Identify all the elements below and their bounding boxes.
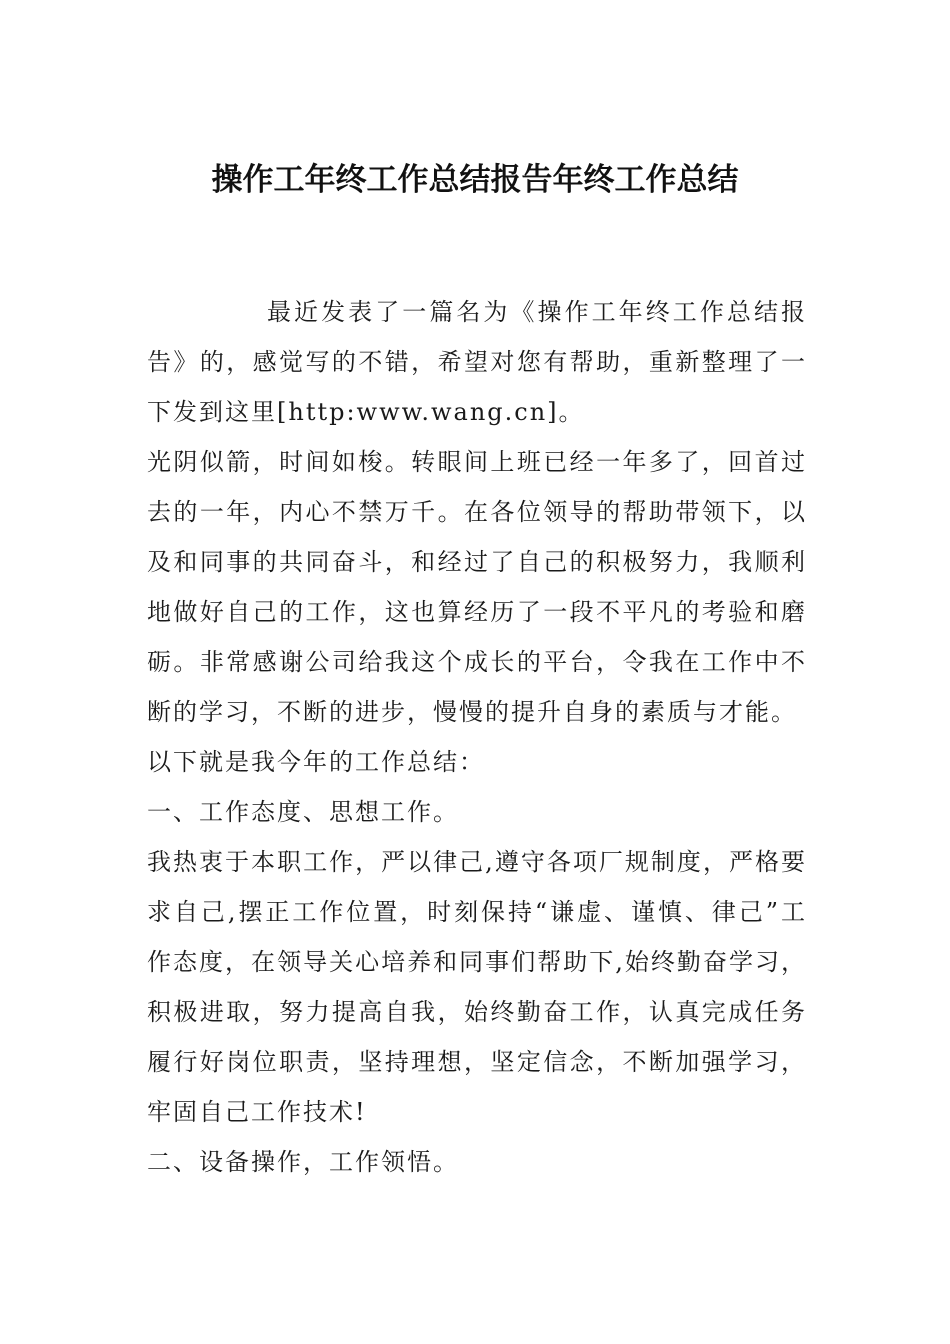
section-heading-2: 二、设备操作，工作领悟。 (147, 1148, 459, 1176)
paragraph-section-1: 我热衷于本职工作，严以律己,遵守各项厂规制度，严格要求自己,摆正工作位置，时刻保持“谦虚、谨慎、律己”工作态度，在领导关心培养和同事们帮助下,始终勤奋学习，积极进取，努力提高自我，始终勤奋工作，认真完成任务履行好岗位职责，坚持理想，坚定信念，不断加强学习，牢固自己工作技术! (147, 848, 807, 1126)
paragraph-summary-lead: 以下就是我今年的工作总结： (147, 748, 485, 776)
section-heading-1: 一、工作态度、思想工作。 (147, 798, 459, 826)
paragraph-opening: 光阴似箭，时间如梭。转眼间上班已经一年多了，回首过去的一年，内心不禁万千。在各位领导的帮助带领下，以及和同事的共同奋斗，和经过了自己的积极努力，我顺利地做好自己的工作，这也算经历了一段不平凡的考验和磨砺。非常感谢公司给我这个成长的平台，令我在工作中不断的学习，不断的进步，慢慢的提升自身的素质与才能。 (147, 448, 807, 726)
intro-paragraph: 最近发表了一篇名为《操作工年终工作总结报告》的，感觉写的不错，希望对您有帮助，重新整理了一下发到这里[http:www.wang.cn]。 (147, 298, 807, 426)
document-title: 操作工年终工作总结报告年终工作总结 (211, 162, 739, 198)
document-body (147, 287, 807, 1187)
